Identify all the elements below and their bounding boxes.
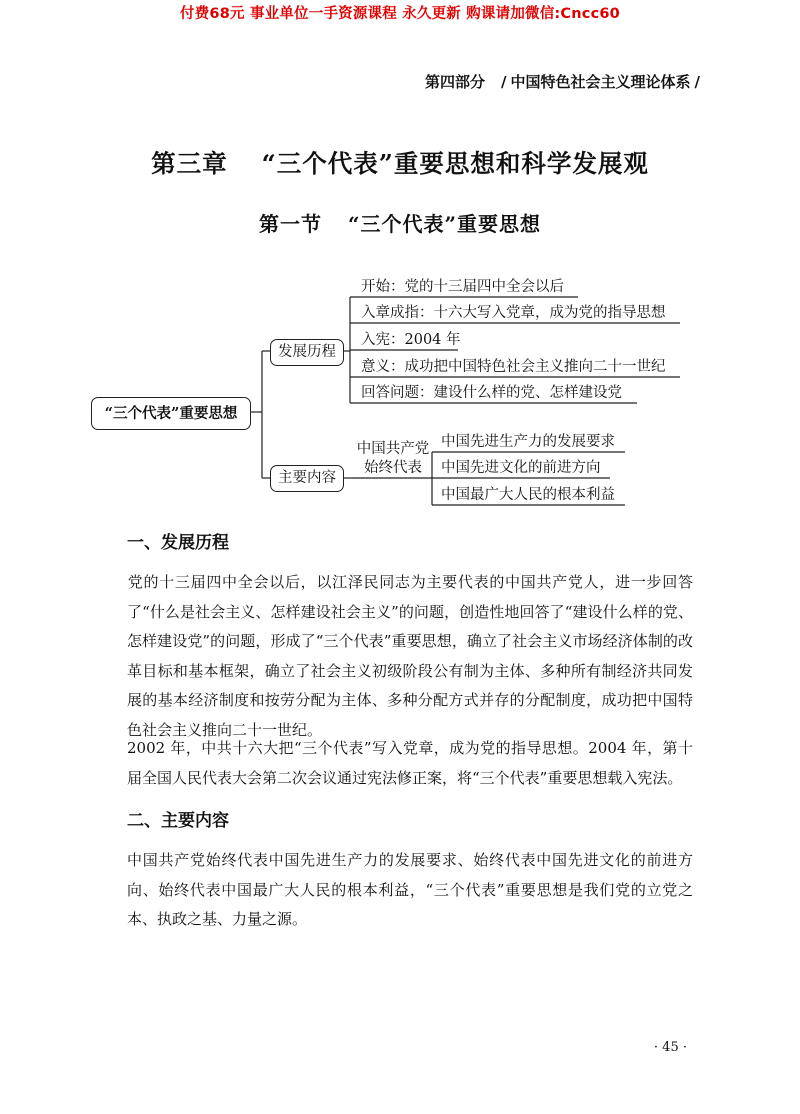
heading-content: 二、主要内容 (127, 811, 229, 831)
paragraph-history-2 (127, 734, 693, 793)
mindmap-branch-content: 主要内容 (270, 465, 344, 492)
mindmap-leaf: 开始：党的十三届四中全会以后 (361, 279, 564, 295)
section-label: 第一节 (258, 212, 322, 236)
paragraph-history-2-text: 2002 年，中共十六大把“三个代表”写入党章，成为党的指导思想。2004 年，第十届全国人民代表大会第二次会议通过宪法修正案，将“三个代表”重要思想载入宪法。 (127, 739, 693, 787)
chapter-label: 第三章 (151, 149, 228, 178)
chapter-name: “三个代表”重要思想和科学发展观 (261, 149, 649, 178)
mindmap-leaf: 入章成指：十六大写入党章，成为党的指导思想 (361, 305, 666, 321)
mindmap-sub-line1: 中国共产党 (356, 441, 430, 457)
mindmap-leaf: 中国先进文化的前进方向 (441, 460, 601, 476)
page-number: · 45 · (653, 1040, 687, 1055)
running-header-slash: / (501, 73, 507, 91)
section-name: “三个代表”重要思想 (347, 212, 541, 236)
promo-banner: 付费68元 事业单位一手资源课程 永久更新 购课请加微信:Cncc60 (180, 6, 620, 22)
paragraph-content (127, 846, 693, 935)
mindmap-root: “三个代表”重要思想 (91, 397, 251, 430)
paragraph-history (127, 568, 693, 745)
heading-history: 一、发展历程 (127, 533, 229, 553)
paragraph-history-text: 党的十三届四中全会以后，以江泽民同志为主要代表的中国共产党人，进一步回答了“什么是社会主义、怎样建设社会主义”的问题，创造性地回答了“建设什么样的党、怎样建设党”的问题，形成了“三个代表”重要思想，确立了社会主义市场经济体制的改革目标和基本框架，确立了社会主义初级阶段公有制为主体、多种所有制经济共同发展的基本经济制度和按劳分配为主体、多种分配方式并存的分配制度，成功把中国特色社会主义推向二十一世纪。 (127, 573, 693, 739)
mindmap-leaf: 中国最广大人民的根本利益 (441, 487, 615, 503)
mindmap-leaf: 中国先进生产力的发展要求 (441, 434, 615, 450)
paragraph-content-text: 中国共产党始终代表中国先进生产力的发展要求、始终代表中国先进文化的前进方向、始终代表中国最广大人民的根本利益，“三个代表”重要思想是我们党的立党之本、执政之基、力量之源。 (127, 851, 693, 928)
running-header-part: 第四部分 (425, 73, 486, 91)
chapter-title (0, 145, 800, 180)
mindmap-branch-history: 发展历程 (270, 339, 344, 366)
mindmap-leaf: 入宪：2004 年 (361, 332, 461, 348)
mindmap-leaf: 意义：成功把中国特色社会主义推向二十一世纪 (361, 359, 666, 375)
section-title (0, 208, 800, 237)
running-header (425, 71, 704, 92)
mindmap-sub-line2: 始终代表 (364, 460, 422, 476)
mindmap-leaf: 回答问题：建设什么样的党、怎样建设党 (361, 385, 622, 401)
running-header-slash: / (694, 73, 700, 91)
running-header-title: 中国特色社会主义理论体系 (510, 73, 691, 91)
